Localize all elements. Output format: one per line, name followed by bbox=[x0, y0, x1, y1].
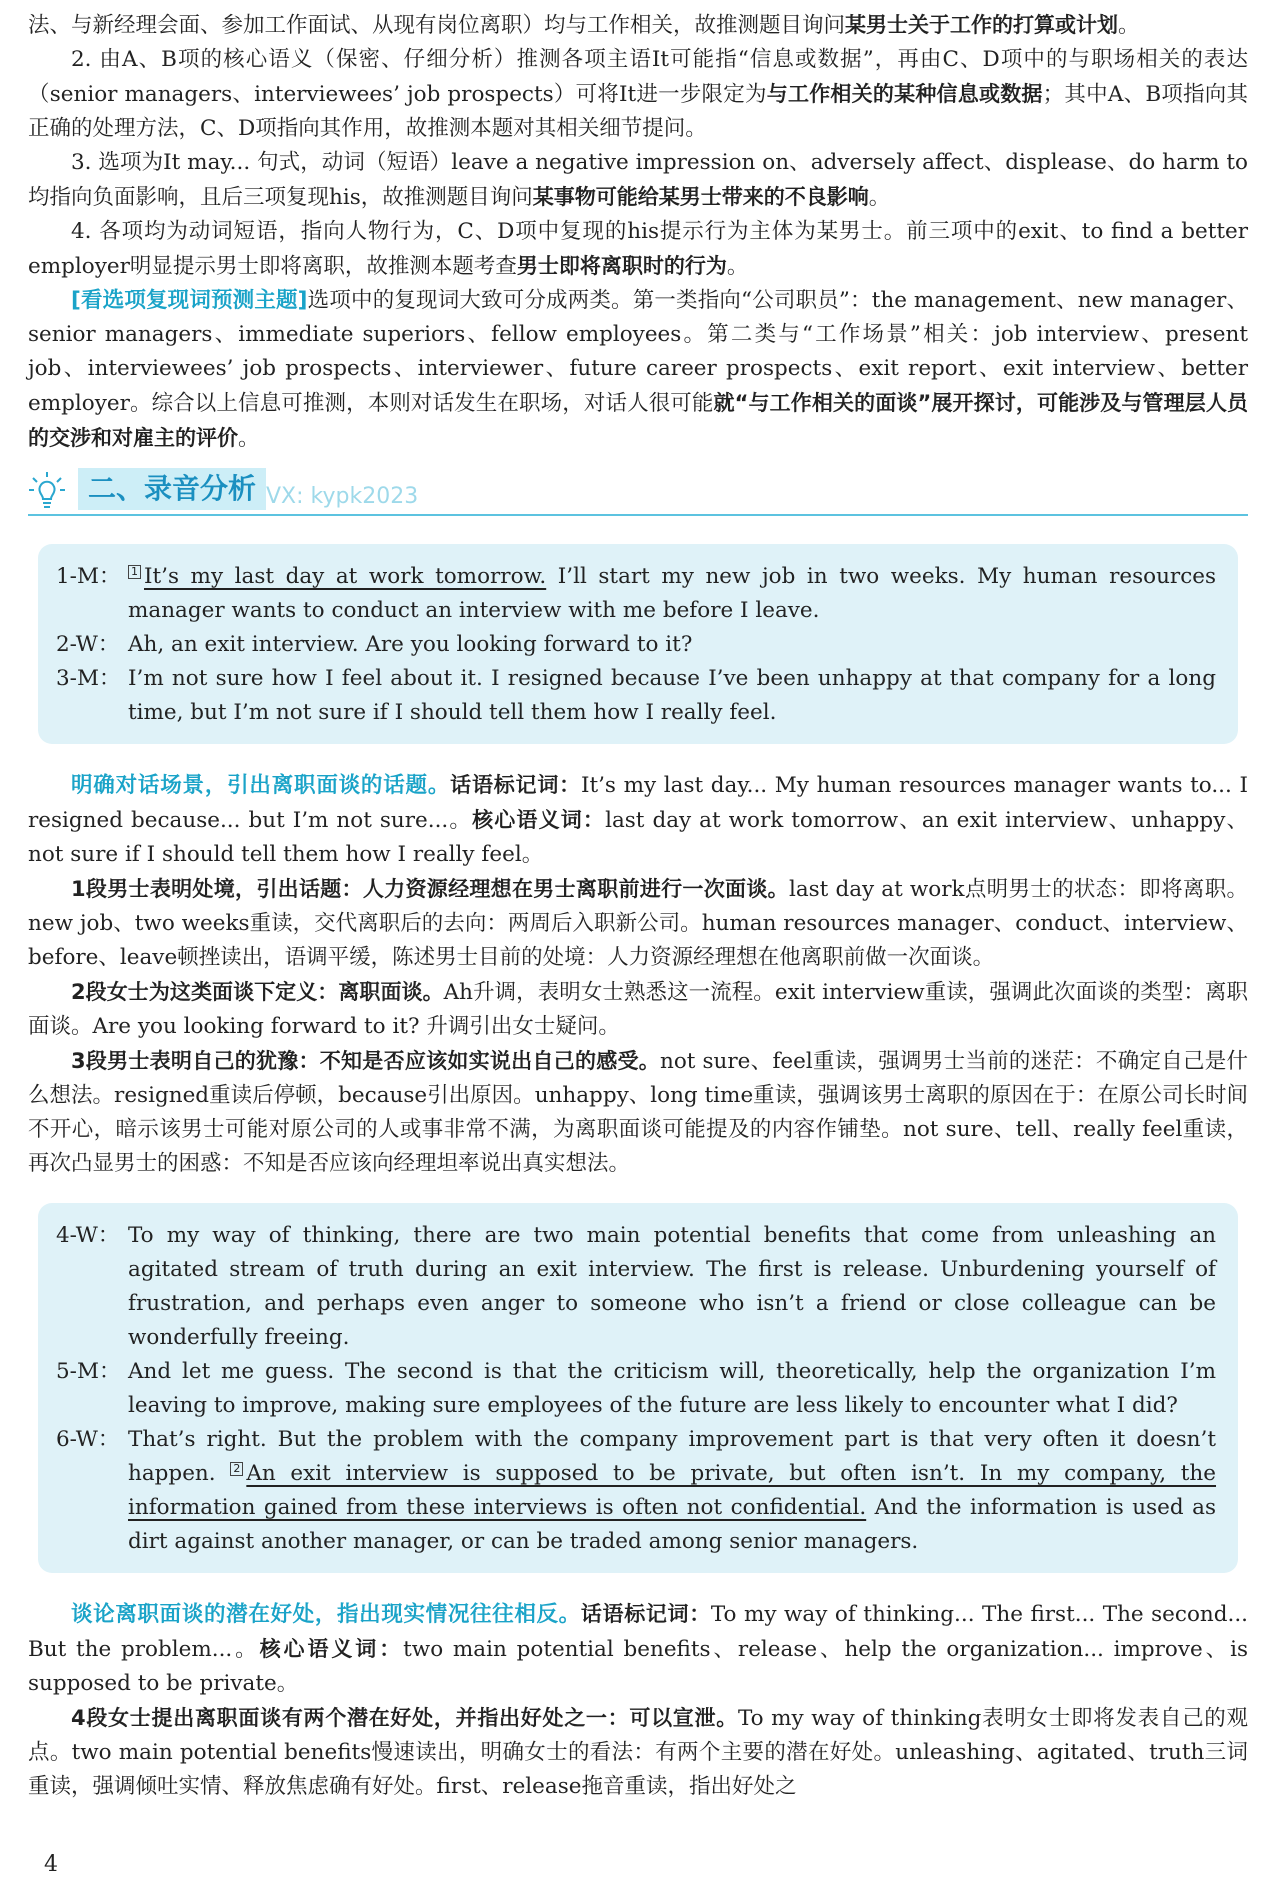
dialog-text: I’m not sure how I feel about it. I resigned because I’ve been unhappy at that company for a long time, but I’m not sure if I should tell them how I really feel. bbox=[128, 666, 1216, 725]
marker-label: 核心语义词： bbox=[259, 1637, 404, 1661]
segment-heading: 1段男士表明处境，引出话题：人力资源经理想在男士离职前进行一次面谈。 bbox=[71, 877, 789, 901]
summary-heading: 谈论离职面谈的潜在好处，指出现实情况往往相反。 bbox=[71, 1602, 581, 1627]
dialog-box-2 bbox=[38, 1203, 1238, 1573]
dialog-text: And let me guess. The second is that the criticism will, theoretically, help the organization I’m leaving to improve, making sure employees of the future are less likely to encounter what I did? bbox=[128, 1359, 1216, 1418]
speaker-label: 1-M： bbox=[56, 564, 121, 589]
text: 3. 选项为It may... 句式，动词（短语）leave a negative impression on、adversely affect、displease、do harm to均指向负面影响，且后三项复现his，故推测题目询问 bbox=[28, 150, 1248, 210]
lightbulb-icon bbox=[28, 470, 66, 514]
page-content bbox=[28, 8, 1248, 1804]
key-phrase: 某男士关于工作的打算或计划 bbox=[845, 13, 1119, 37]
dialog-line bbox=[56, 662, 1216, 730]
analysis-summary-2 bbox=[28, 1597, 1248, 1701]
text: not sure、feel重读，强调男士当前的迷茫：不确定自己是什么想法。resigned重读后停顿，because引出原因。unhappy、long time重读，强调该男士离职的原因在于：在原公司长时间不开心，暗示该男士可能对原公司的人或事非常不满，为离职面谈可能提及的内容作铺垫。not sure、tell、really feel重读，再次凸显男士的困惑：不知是否应该向经理坦率说出真实想法。 bbox=[28, 1049, 1248, 1176]
section-title: 二、录音分析 bbox=[78, 468, 266, 510]
analysis-segment-4 bbox=[28, 1701, 1248, 1804]
text: 2. 由A、B项的核心语义（保密、仔细分析）推测各项主语It可能指“信息或数据”，再由C、D项中的与职场相关的表达（senior managers、interviewees’ job prospects）可将It进一步限定为 bbox=[28, 47, 1248, 107]
question-ref-marker: 2 bbox=[230, 1462, 243, 1476]
intro-paragraph-2 bbox=[28, 43, 1248, 146]
key-phrase: 男士即将离职时的行为 bbox=[516, 254, 727, 278]
summary-heading: 明确对话场景，引出离职面谈的话题。 bbox=[71, 773, 451, 798]
text: 。 bbox=[726, 254, 749, 279]
analysis-segment-2 bbox=[28, 975, 1248, 1044]
intro-line-0 bbox=[28, 8, 1248, 43]
dialog-line bbox=[56, 1423, 1216, 1559]
text: 。 bbox=[1118, 13, 1140, 38]
text: 。 bbox=[868, 185, 891, 210]
key-phrase: 就“与工作相关的面谈”展开探讨，可能涉及与管理层人员的交涉和对雇主的评价 bbox=[28, 391, 1248, 450]
segment-heading: 2段女士为这类面谈下定义：离职面谈。 bbox=[71, 980, 444, 1004]
text: 。 bbox=[238, 426, 260, 451]
text: Ah升调，表明女士熟悉这一流程。exit interview重读，强调此次面谈的类型：离职面谈。Are you looking forward to it? 升调引出女士疑问。 bbox=[28, 980, 1248, 1039]
dialog-text: Ah, an exit interview. Are you looking forward to it? bbox=[128, 632, 693, 657]
marker-label: 话语标记词： bbox=[450, 773, 581, 797]
predict-topic-tag: [看选项复现词预测主题] bbox=[71, 288, 308, 313]
analysis-segment-1 bbox=[28, 872, 1248, 975]
marker-label: 核心语义词： bbox=[472, 808, 606, 832]
key-phrase: 某事物可能给某男士带来的不良影响 bbox=[532, 185, 869, 209]
text: 法、与新经理会面、参加工作面试、从现有岗位离职）均与工作相关，故推测题目询问 bbox=[28, 13, 846, 38]
dialog-box-1 bbox=[38, 544, 1238, 744]
text: It’s my last day... My human resources manager wants to... I resigned because... but I’m not sure...。 bbox=[28, 773, 1248, 833]
dialog-line bbox=[56, 1355, 1216, 1423]
dialog-line bbox=[56, 628, 1216, 662]
text: I’ll start my new job in two weeks. My human resources manager wants to conduct an interview with me before I leave. bbox=[128, 564, 1216, 623]
underlined-answer: An exit interview is supposed to be private, but often isn’t. In my company, the information gained from these interviews is often not confidential. bbox=[128, 1461, 1217, 1520]
marker-label: 话语标记词： bbox=[580, 1602, 711, 1626]
text: ；其中A、B项指向其正确的处理方法，C、D项指向其作用，故推测本题对其相关细节提问。 bbox=[28, 82, 1249, 141]
text: 选项中的复现词大致可分成两类。第一类指向“公司职员”：the management、new manager、senior managers、immediate superiors、fellow employees。第二类与“工作场景”相关：job interview、present job、interviewees’ job prospects、interviewer、future career prospects、exit report、exit interview、better employer。综合以上信息可推测，本则对话发生在职场，对话人很可能 bbox=[28, 288, 1248, 416]
analysis-segment-3 bbox=[28, 1044, 1248, 1181]
speaker-label: 5-M： bbox=[56, 1359, 121, 1384]
text: That’s right. But the problem with the company improvement part is that very often it doesn’t happen. bbox=[128, 1427, 1216, 1486]
text: 4. 各项均为动词短语，指向人物行为，C、D项中复现的his提示行为主体为某男士。前三项中的exit、to find a better employer明显提示男士即将离职，故推测本题考查 bbox=[28, 219, 1248, 279]
dialog-text bbox=[128, 1423, 1216, 1559]
intro-paragraph-3 bbox=[28, 146, 1248, 215]
analysis-summary-1 bbox=[28, 768, 1248, 872]
underlined-answer: It’s my last day at work tomorrow. bbox=[144, 564, 547, 589]
page-number: 4 bbox=[44, 1852, 58, 1877]
intro-paragraph-4 bbox=[28, 215, 1248, 284]
key-phrase: 与工作相关的某种信息或数据 bbox=[766, 82, 1043, 106]
segment-heading: 4段女士提出离职面谈有两个潜在好处，并指出好处之一：可以宣泄。 bbox=[71, 1706, 738, 1730]
speaker-label: 2-W： bbox=[56, 632, 120, 657]
section-header bbox=[28, 464, 1248, 522]
dialog-line bbox=[56, 1219, 1216, 1355]
question-ref-marker: 1 bbox=[128, 565, 141, 579]
watermark-text: VX: kypk2023 bbox=[266, 484, 419, 509]
text: last day at work tomorrow、an exit interview、unhappy、not sure if I should tell them how I really feel。 bbox=[28, 808, 1249, 867]
segment-heading: 3段男士表明自己的犹豫：不知是否应该如实说出自己的感受。 bbox=[71, 1049, 660, 1073]
text: To my way of thinking表明女士即将发表自己的观点。two main potential benefits慢速读出，明确女士的看法：有两个主要的潜在好处。unleashing、agitated、truth三词重读，强调倾吐实情、释放焦虑确有好处。first、release拖音重读，指出好处之 bbox=[28, 1706, 1249, 1799]
speaker-label: 4-W： bbox=[56, 1223, 120, 1248]
section-divider bbox=[28, 514, 1248, 516]
dialog-text: To my way of thinking, there are two main potential benefits that come from unleashing an agitated stream of truth during an exit interview. The first is release. Unburdening yourself of frustration, and perhaps even anger to someone who isn’t a friend or close colleague can be wonderfully freeing. bbox=[128, 1223, 1216, 1350]
text: last day at work点明男士的状态：即将离职。new job、two weeks重读，交代离职后的去向：两周后入职新公司。human resources manager、conduct、interview、before、leave顿挫读出，语调平缓，陈述男士目前的处境：人力资源经理想在他离职前做一次面谈。 bbox=[28, 877, 1249, 970]
dialog-line bbox=[56, 560, 1216, 628]
speaker-label: 6-W： bbox=[56, 1427, 120, 1452]
text: two main potential benefits、release、help the organization... improve、is supposed to be private。 bbox=[28, 1637, 1249, 1696]
intro-paragraph-5 bbox=[28, 284, 1248, 456]
speaker-label: 3-M： bbox=[56, 666, 121, 691]
text: And the information is used as dirt against another manager, or can be traded among senior managers. bbox=[128, 1495, 1216, 1554]
text: To my way of thinking... The first... The second... But the problem...。 bbox=[28, 1602, 1249, 1662]
dialog-text bbox=[128, 560, 1216, 628]
